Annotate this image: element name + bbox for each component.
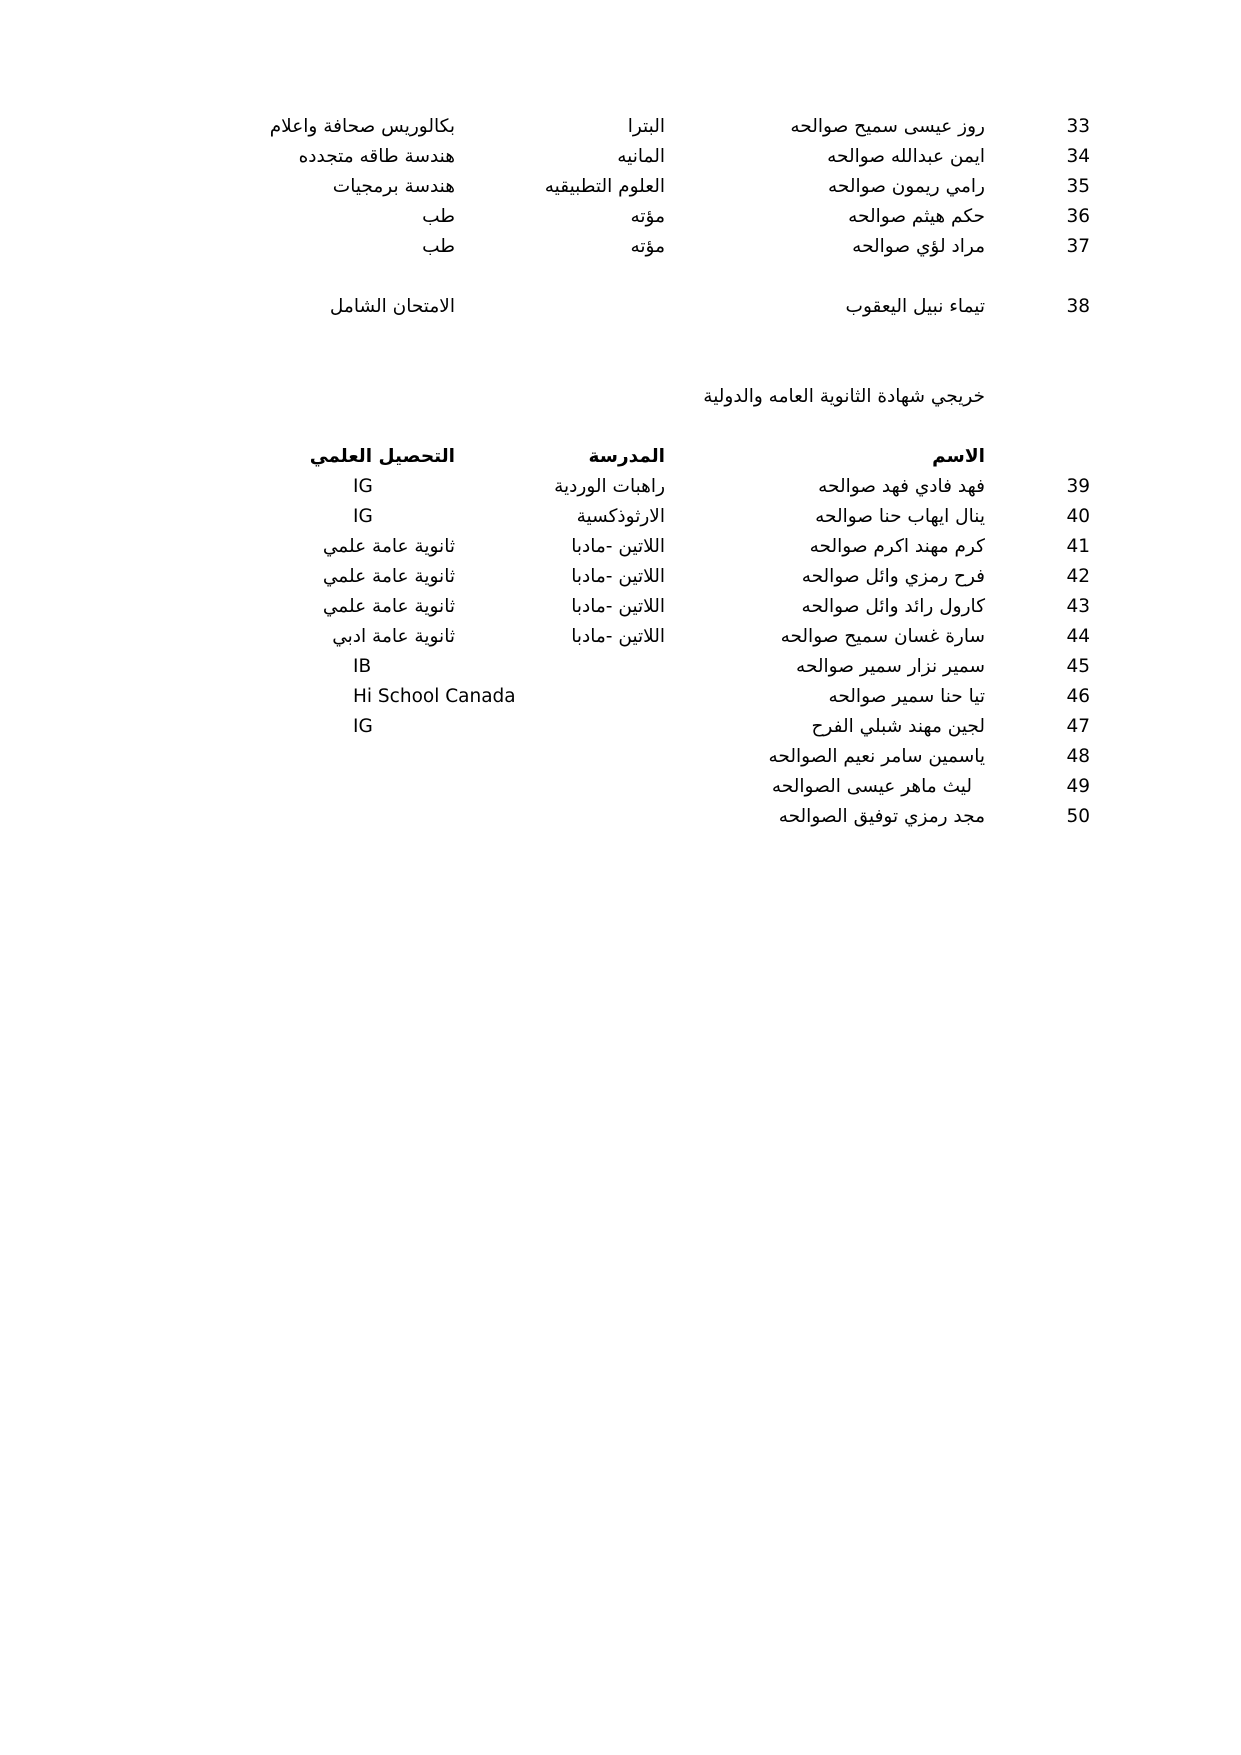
achievement: IG: [353, 476, 373, 497]
row-number: 47: [1066, 716, 1090, 737]
row-number: 46: [1066, 686, 1090, 707]
student-name: كرم مهند اكرم صوالحه: [809, 536, 985, 557]
row-number: 45: [1066, 656, 1090, 677]
header-school: المدرسة: [588, 446, 665, 467]
student-name: ياسمين سامر نعيم الصوالحه: [768, 746, 985, 767]
student-name: تيا حنا سمير صوالحه: [828, 686, 985, 707]
school-name: اللاتين -مادبا: [571, 536, 665, 557]
achievement: IG: [353, 506, 373, 527]
achievement: ثانوية عامة علمي: [322, 566, 455, 587]
row-number: 33: [1066, 116, 1090, 137]
school-name: راهبات الوردية: [554, 476, 665, 497]
student-name: سمير نزار سمير صوالحه: [796, 656, 985, 677]
student-name: سارة غسان سميح صوالحه: [780, 626, 985, 647]
student-name: مجد رمزي توفيق الصوالحه: [778, 806, 985, 827]
student-name: ينال ايهاب حنا صوالحه: [815, 506, 985, 527]
achievement: IG: [353, 716, 373, 737]
row-number: 39: [1066, 476, 1090, 497]
student-name: لجين مهند شبلي الفرح: [811, 716, 985, 737]
student-name: روز عيسى سميح صوالحه: [790, 116, 985, 137]
row-number: 41: [1066, 536, 1090, 557]
degree: هندسة برمجيات: [332, 176, 455, 197]
row-number: 50: [1066, 806, 1090, 827]
university-name: مؤته: [630, 236, 665, 257]
achievement: IB: [353, 656, 372, 677]
student-name: فرح رمزي وائل صوالحه: [801, 566, 985, 587]
student-name: كارول رائد وائل صوالحه: [801, 596, 985, 617]
section-title: خريجي شهادة الثانوية العامه والدولية: [703, 386, 985, 407]
student-name: ليث ماهر عيسى الصوالحه: [771, 776, 972, 797]
achievement: Hi School Canada: [353, 686, 516, 707]
student-name: حكم هيثم صوالحه: [848, 206, 985, 227]
row-number: 35: [1066, 176, 1090, 197]
row-number: 38: [1066, 296, 1090, 317]
row-number: 43: [1066, 596, 1090, 617]
school-name: اللاتين -مادبا: [571, 626, 665, 647]
student-name: رامي ريمون صوالحه: [828, 176, 985, 197]
row-number: 36: [1066, 206, 1090, 227]
student-name: ايمن عبدالله صوالحه: [827, 146, 985, 167]
row-number: 42: [1066, 566, 1090, 587]
school-name: اللاتين -مادبا: [571, 596, 665, 617]
row-number: 49: [1066, 776, 1090, 797]
degree: الامتحان الشامل: [329, 296, 455, 317]
university-name: العلوم التطبيقيه: [544, 176, 665, 197]
school-name: اللاتين -مادبا: [571, 566, 665, 587]
achievement: ثانوية عامة علمي: [322, 596, 455, 617]
student-name: تيماء نبيل اليعقوب: [845, 296, 985, 317]
row-number: 44: [1066, 626, 1090, 647]
degree: طب: [422, 236, 455, 257]
row-number: 34: [1066, 146, 1090, 167]
header-name: الاسم: [932, 446, 985, 467]
degree: طب: [422, 206, 455, 227]
header-achievement: التحصيل العلمي: [309, 446, 455, 467]
university-name: المانيه: [617, 146, 665, 167]
row-number: 48: [1066, 746, 1090, 767]
achievement: ثانوية عامة علمي: [322, 536, 455, 557]
degree: هندسة طاقه متجدده: [298, 146, 455, 167]
row-number: 37: [1066, 236, 1090, 257]
degree: بكالوريس صحافة واعلام: [269, 116, 455, 137]
student-name: مراد لؤي صوالحه: [852, 236, 985, 257]
university-name: البترا: [627, 116, 665, 137]
student-name: فهد فادي فهد صوالحه: [818, 476, 985, 497]
row-number: 40: [1066, 506, 1090, 527]
university-name: مؤته: [630, 206, 665, 227]
achievement: ثانوية عامة ادبي: [332, 626, 455, 647]
school-name: الارثوذكسية: [576, 506, 665, 527]
